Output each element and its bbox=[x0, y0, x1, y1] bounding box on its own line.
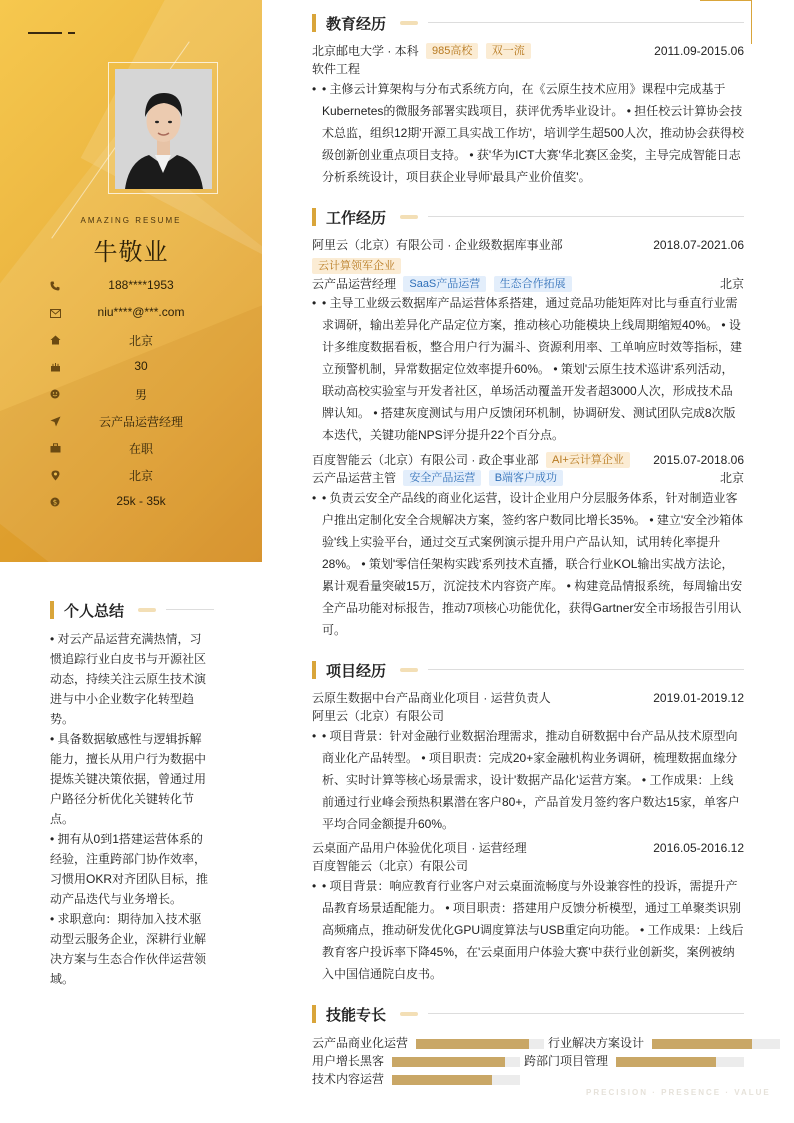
bullet: • bbox=[312, 296, 317, 310]
info-email: niu****@***.com bbox=[48, 305, 248, 325]
skill-bar-fill bbox=[616, 1057, 716, 1067]
project-title: 项目经历 bbox=[326, 663, 387, 680]
job-header bbox=[312, 236, 744, 254]
job-city: 北京 bbox=[719, 277, 744, 291]
job-date: 2018.07-2021.06 bbox=[653, 238, 744, 252]
project-date: 2016.05-2016.12 bbox=[653, 841, 744, 855]
job-header bbox=[312, 451, 744, 469]
project-name: 云原生数据中台产品商业化项目 · 运营负责人 bbox=[312, 691, 551, 705]
project-header bbox=[312, 689, 744, 707]
info-salary: $ 25k - 35k bbox=[48, 494, 248, 514]
job-company-tag-row bbox=[312, 257, 744, 275]
decor-dash bbox=[28, 32, 62, 34]
skills-title: 技能专长 bbox=[326, 1007, 387, 1024]
project-description: • • 项目背景：响应教育行业客户对云桌面流畅度与外设兼容性的投诉，需提升产品教育场景适配能力。 • 项目职责：搭建用户反馈分析模型，通过工单聚类识别高频痛点，推动研发优化GPU调度算法与USB重定向功能。 • 工作成果：上线后教育客户投诉率下降45%，在'云桌面用户体验大赛'中获行业创新奖，案例被纳入中国信通院白皮书。 bbox=[312, 875, 744, 985]
summary-section-header bbox=[50, 600, 240, 620]
section-pill bbox=[400, 668, 418, 672]
education-description: • • 主修云计算架构与分布式系统方向，在《云原生技术应用》课程中完成基于Kubernetes的微服务部署实践项目，获评优秀毕业设计。 • 担任校云计算协会技术总监，组织12期'开源工具实战工作坊'，培训学生超500人次，推动协会获得校级创新创业重点项目支持。 • 获'华为ICT大赛'华北赛区金奖，主导完成智能日志分析系统设计，项目获企业导师'最具产业价值奖'。 bbox=[312, 78, 744, 188]
skill-bar-fill bbox=[392, 1057, 505, 1067]
summary-item: • 具备数据敏感性与逻辑拆解能力，擅长从用户行为数据中提炼关键决策依据，曾通过用户路径分析优化关键转化节点。 bbox=[50, 732, 207, 826]
section-accent-bar bbox=[50, 601, 54, 619]
skill-bar-fill bbox=[392, 1075, 492, 1085]
info-status: 在职 bbox=[48, 440, 248, 460]
decor-dash bbox=[68, 32, 75, 34]
school-name: 北京邮电大学 · 本科 bbox=[312, 44, 419, 58]
section-divider bbox=[428, 669, 744, 670]
info-city: 北京 bbox=[48, 332, 248, 352]
company-name: 百度智能云（北京）有限公司 · 政企事业部 bbox=[312, 453, 539, 467]
skill-item: 用户增长黑客 bbox=[312, 1052, 520, 1070]
role-tag: 生态合作拓展 bbox=[494, 276, 572, 292]
skill-bar bbox=[392, 1075, 520, 1085]
project-date: 2019.01-2019.12 bbox=[653, 691, 744, 705]
education-tag: 985高校 bbox=[426, 43, 478, 59]
role-tag: B端客户成功 bbox=[489, 470, 563, 486]
skill-bar-fill bbox=[416, 1039, 529, 1049]
bullet: • bbox=[312, 491, 317, 505]
section-accent-bar bbox=[312, 208, 316, 226]
job-city: 北京 bbox=[719, 471, 744, 485]
job-role-row bbox=[312, 275, 744, 293]
resume-subtitle: AMAZING RESUME bbox=[80, 216, 182, 225]
summary-item: • 求职意向：期待加入技术驱动型云服务企业，深耕行业解决方案与生态合作伙伴运营领域。 bbox=[50, 912, 207, 986]
education-tag: 双一流 bbox=[486, 43, 531, 59]
skills-section-header bbox=[312, 1004, 744, 1024]
info-position: 云产品运营经理 bbox=[48, 413, 248, 433]
company-tag: AI+云计算企业 bbox=[546, 452, 630, 468]
skill-bar bbox=[392, 1057, 520, 1067]
section-divider bbox=[428, 1013, 744, 1014]
job-date: 2015.07-2018.06 bbox=[653, 453, 744, 467]
company-name: 阿里云（北京）有限公司 · 企业级数据库事业部 bbox=[312, 238, 563, 252]
work-section-header bbox=[312, 207, 744, 227]
job-role: 云产品运营主管 bbox=[312, 471, 397, 485]
section-accent-bar bbox=[312, 661, 316, 679]
company-tag: 云计算领军企业 bbox=[312, 258, 401, 274]
section-divider bbox=[428, 216, 744, 217]
summary-list bbox=[50, 629, 210, 989]
education-entry-header bbox=[312, 42, 744, 60]
section-accent-bar bbox=[312, 1005, 316, 1023]
education-date: 2011.09-2015.06 bbox=[654, 44, 744, 58]
summary-item: • 拥有从0到1搭建运营体系的经验，注重跨部门协作效率，习惯用OKR对齐团队目标，推动产品迭代与业务增长。 bbox=[50, 832, 209, 906]
project-company: 阿里云（北京）有限公司 bbox=[312, 709, 445, 723]
project-header bbox=[312, 839, 744, 857]
skill-item: 行业解决方案设计 bbox=[548, 1034, 780, 1052]
skill-bar-fill bbox=[652, 1039, 752, 1049]
corner-decor bbox=[700, 0, 752, 1]
info-phone: 188****1953 bbox=[48, 278, 248, 298]
info-age: 30 bbox=[48, 359, 248, 379]
project-name: 云桌面产品用户体验优化项目 · 运营经理 bbox=[312, 841, 527, 855]
section-divider bbox=[428, 22, 744, 23]
info-location: 北京 bbox=[48, 467, 248, 487]
bullet: • bbox=[312, 82, 317, 96]
avatar-photo bbox=[115, 69, 212, 189]
section-pill bbox=[138, 608, 156, 612]
section-pill bbox=[400, 1012, 418, 1016]
section-accent-bar bbox=[312, 14, 316, 32]
bullet: • bbox=[312, 879, 317, 893]
skill-bar bbox=[416, 1039, 544, 1049]
skill-bar bbox=[652, 1039, 780, 1049]
education-title: 教育经历 bbox=[326, 16, 387, 33]
education-section-header bbox=[312, 13, 744, 33]
work-title: 工作经历 bbox=[326, 210, 387, 227]
section-pill bbox=[400, 21, 418, 25]
section-pill bbox=[400, 215, 418, 219]
job-role: 云产品运营经理 bbox=[312, 277, 397, 291]
candidate-name: 牛敬业 bbox=[93, 239, 169, 266]
bullet: • bbox=[312, 729, 317, 743]
skill-item: 跨部门项目管理 bbox=[524, 1052, 744, 1070]
education-major: 软件工程 bbox=[312, 62, 361, 76]
footer-slogan: PRECISION · PRESENCE · VALUE bbox=[586, 1088, 771, 1097]
corner-decor bbox=[748, 0, 752, 44]
section-divider bbox=[166, 609, 214, 610]
skill-item: 云产品商业化运营 bbox=[312, 1034, 544, 1052]
role-tag: 安全产品运营 bbox=[403, 470, 481, 486]
role-tag: SaaS产品运营 bbox=[403, 276, 486, 292]
job-description: • • 负责云安全产品线的商业化运营，设计企业用户分层服务体系，针对制造业客户推出定制化安全合规解决方案，签约客户数同比增长35%。 • 建立'安全沙箱体验'线上实验平台，通过交互式案例演示提升用户产品认知，试用转化率提升28%。 • 策划'零信任架构实践'系列技术直播，联合行业KOL输出实战方法论，累计观看量突破15万，沉淀技术内容资产库。 • 构建竞品情报系统，每周输出安全产品功能对标报告，推动7项核心功能优化，获得Gartner安全市场报告引用认可。 bbox=[312, 487, 744, 641]
skill-bar bbox=[616, 1057, 744, 1067]
project-company: 百度智能云（北京）有限公司 bbox=[312, 859, 469, 873]
info-gender: 男 bbox=[48, 386, 248, 406]
project-description: • • 项目背景：针对金融行业数据治理需求，推动自研数据中台产品从技术原型向商业化产品转型。 • 项目职责：完成20+家金融机构业务调研，梳理数据血缘分析、实时计算等核心场景需求，设计'数据产品化'运营方案。 • 工作成果：上线前通过行业峰会预热积累潜在客户80+，产品首发月签约客户数达15家，单客户平均合同金额提升60%。 bbox=[312, 725, 744, 835]
skill-item: 技术内容运营 bbox=[312, 1070, 520, 1088]
svg-text:$: $ bbox=[52, 498, 58, 507]
summary-item: • 对云产品运营充满热情，习惯追踪行业白皮书与开源社区动态，持续关注云原生技术演进与中小企业数字化转型趋势。 bbox=[50, 632, 207, 726]
job-description: • • 主导工业级云数据库产品运营体系搭建，通过竞品功能矩阵对比与垂直行业需求调研，输出差异化产品定位方案，推动核心功能模块上线周期缩短40%。 • 设计多维度数据看板，整合用户行为漏斗、资源利用率、工单响应时效等指标，建立预警机制，异常数据定位效率提升60%。 • 策划'云原生技术巡讲'系列活动，联动高校实验室与开发者社区，单场活动覆盖开发者超3000人次，形成技术品牌认知。 • 搭建灰度测试与用户反馈闭环机制，协调研发、测试团队完成8次版本迭代，关键功能NPS评分提升22个百分点。 bbox=[312, 292, 744, 446]
summary-title: 个人总结 bbox=[64, 603, 125, 620]
job-role-row bbox=[312, 469, 744, 487]
project-section-header bbox=[312, 660, 744, 680]
